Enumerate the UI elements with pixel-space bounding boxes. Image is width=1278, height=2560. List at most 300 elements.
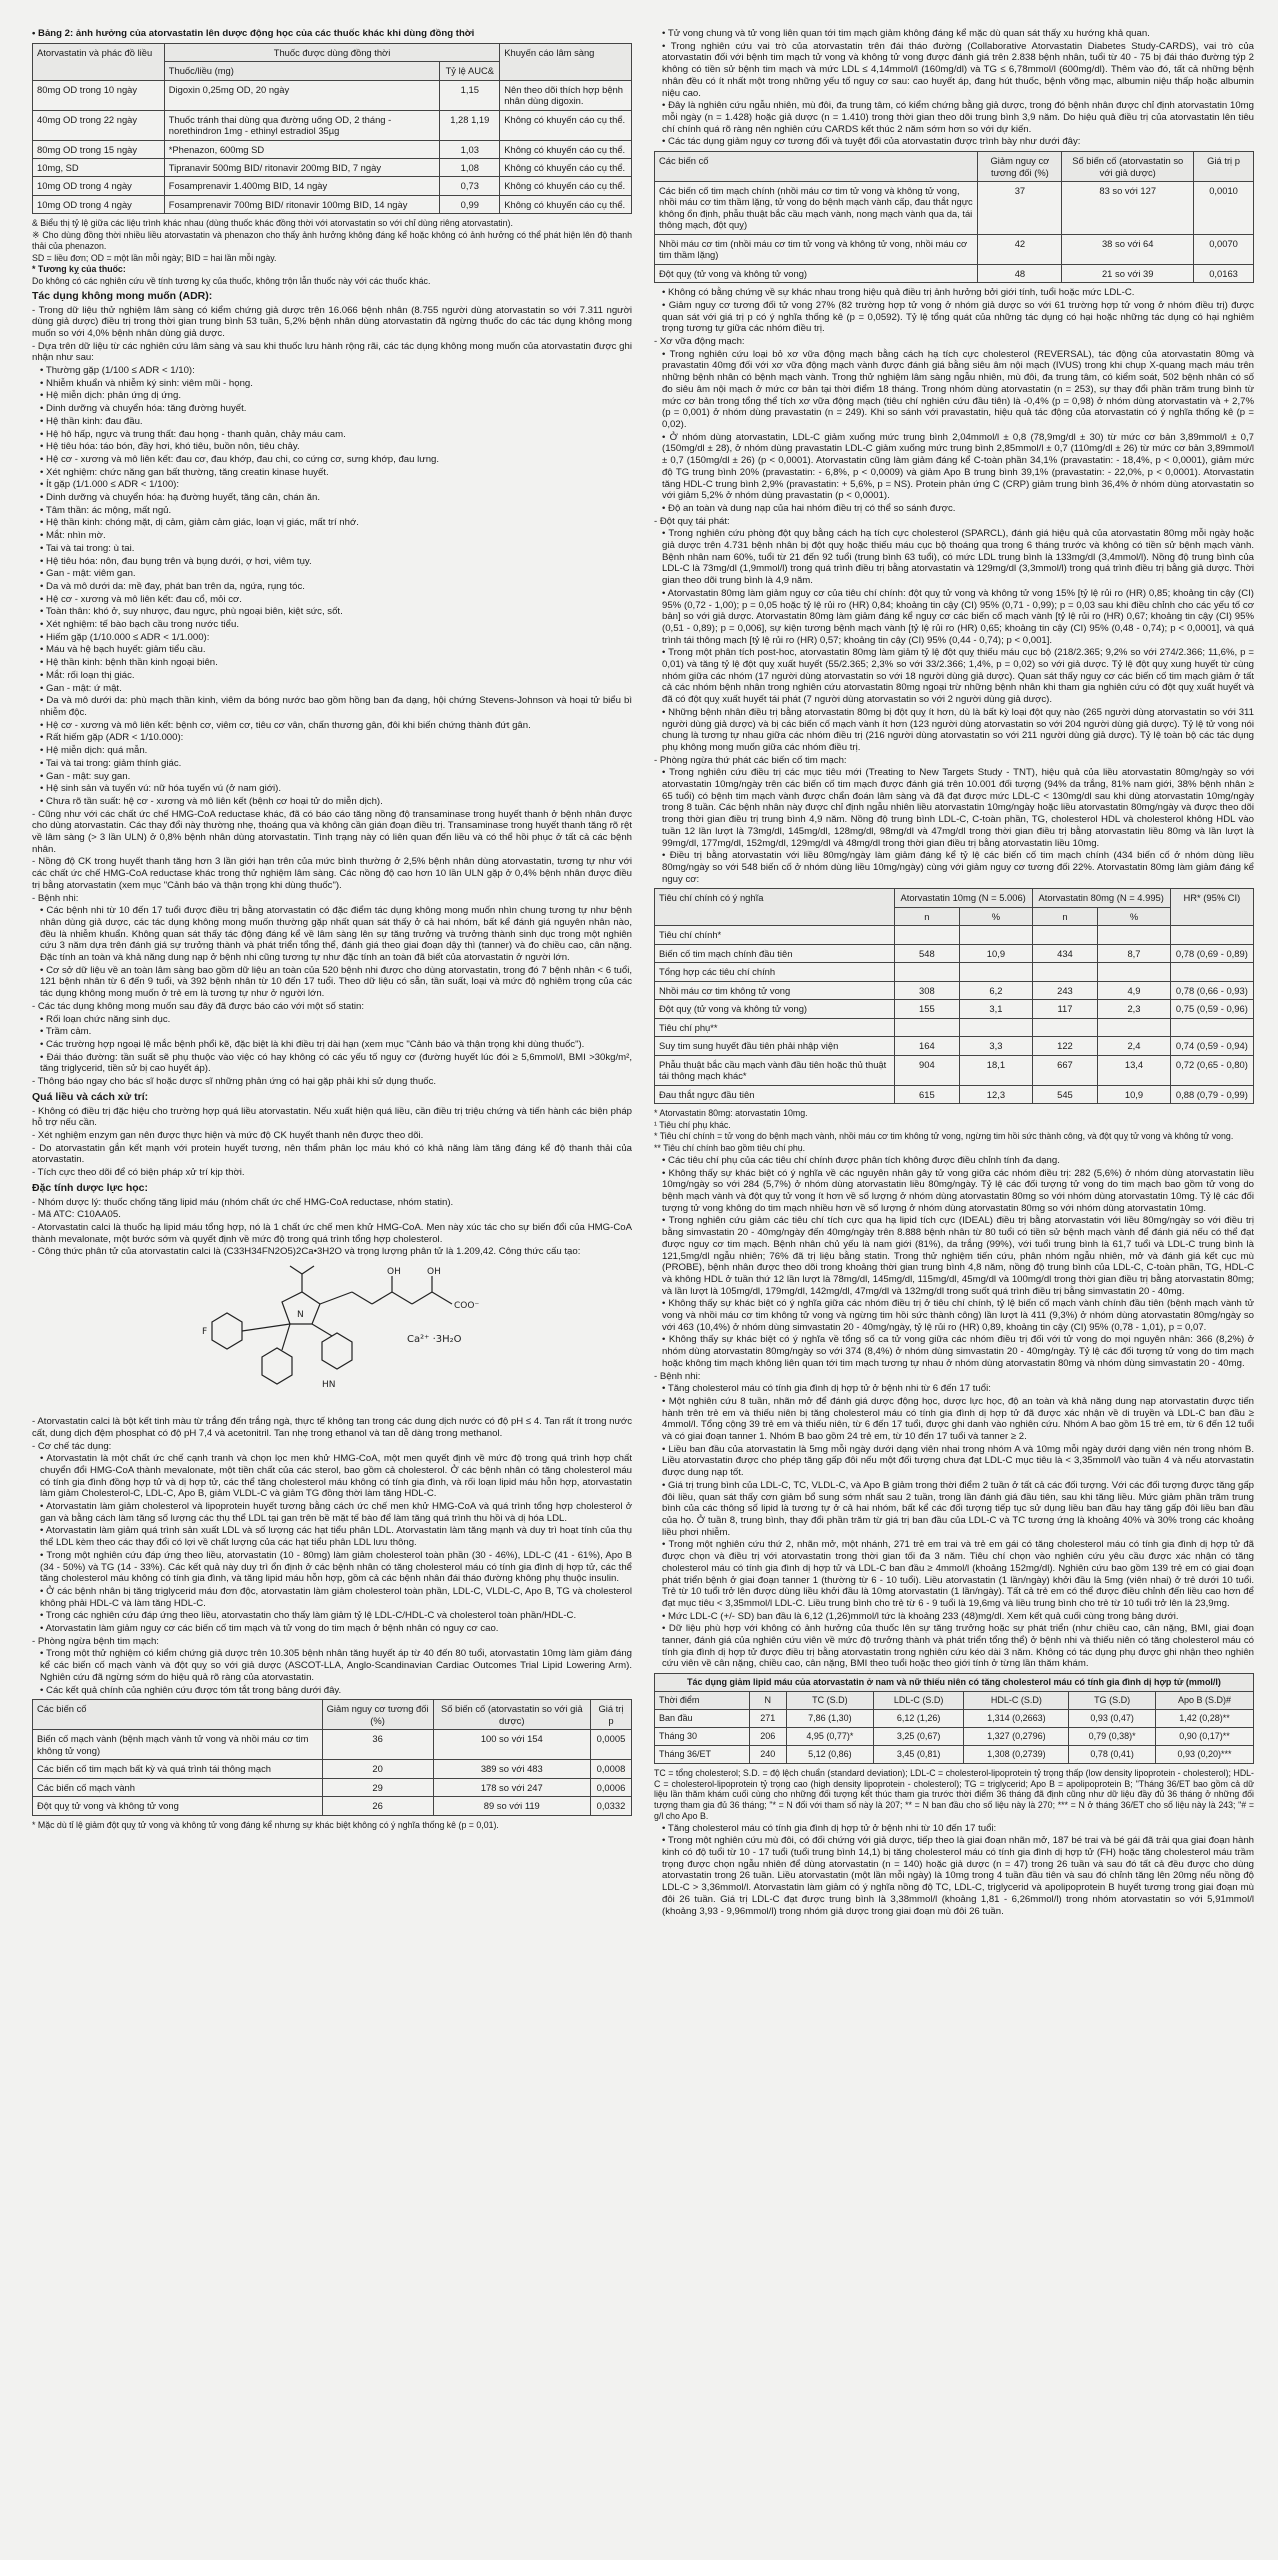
table-header: Thời điểm: [655, 1692, 750, 1710]
paragraph: • Nhiễm khuẩn và nhiễm ký sinh: viêm mũi - họng.: [40, 377, 253, 389]
table-cell: 434: [1032, 944, 1098, 962]
table-cell: Fosamprenavir 1.400mg BID, 14 ngày: [164, 177, 440, 195]
table-cell: 1,42 (0,28)**: [1156, 1710, 1254, 1728]
table-cell: [894, 1018, 960, 1036]
paragraph: • Các tiêu chí phụ của các tiêu chí chính được phân tích không được điều chỉnh tính đa dạng.: [662, 1154, 1060, 1166]
table-cell: 615: [894, 1085, 960, 1103]
paragraph: - Tích cực theo dõi để có biện pháp xử trí kịp thời.: [32, 1167, 245, 1179]
tnt-table: [654, 888, 1254, 1104]
table-cell: 0,75 (0,59 - 0,96): [1170, 1000, 1253, 1018]
paragraph: - Bệnh nhi:: [32, 892, 79, 904]
table-cell: Ban đầu: [655, 1710, 750, 1728]
table-cell: 36: [322, 1730, 433, 1760]
table-cell: 271: [749, 1710, 786, 1728]
table-cell: [1170, 1018, 1253, 1036]
table-header: HR* (95% CI): [1170, 889, 1253, 926]
paragraph: • Trong nghiên cứu giảm các tiêu chí tích cực qua hạ lipid tích cực (IDEAL) điều trị bằng atorvastatin với liều 80mg/ngày so với điều trị bằng simvastatin 20 - 40mg/ngày đến 40mg/ngày trên 8.888 bệnh nhân từ 80 tuổi có tiền sử bệnh mạch vành để đánh giá nếu có thể đạt được nguy cơ tim mạch. Bệnh nhân chủ yếu là nam giới (81%), da trắng (99%), với tuổi trung bình là 61,7 tuổi và LDL-C trung bình là 121,5mg/dl ngẫu nhiên; 76% đã trị liệu bằng statin. Trong thử nghiệm tiến cứu, phân nhóm ngẫu nhiên, mở và đánh giá kết cục mù (PROBE), bệnh nhân được theo dõi trong khoảng thời gian trung bình 4,8 năm, nồng độ trung bình của LDL-C, C-toàn phần, TG, HDL-C và không HDL ở tuần thứ 12 lần lượt là 78mg/dl, 145mg/dl, 115mg/dl, 45mg/dl và 100mg/dl trong thời gian điều trị bằng atorvastatin 80mg; và lần lượt là 105mg/dl, 179mg/dl, 142mg/dl, 47mg/dl và 132mg/dl trong suốt quá trình điều trị bằng simvastatin 20 - 40mg.: [662, 1215, 1254, 1297]
paragraph: • Các tác dụng giảm nguy cơ tương đối và tuyệt đối của atorvastatin được trình bày như dưới đây:: [662, 136, 1081, 148]
paragraph: • Đây là nghiên cứu ngẫu nhiên, mù đôi, đa trung tâm, có kiểm chứng bằng giả dược, trong đó bệnh nhân được chỉ định atorvastatin 10mg mỗi ngày (n = 1.428) hoặc giả dược (n = 1.410) trong thời gian theo dõi trung bình 3,9 năm. Do hiệu quả điều trị của atorvastatin lên tiêu chí chính quá rõ ràng nên nghiên cứu CARDS kết thúc 2 năm sớm hơn so với dự kiến.: [662, 100, 1254, 135]
table-cell: 545: [1032, 1085, 1098, 1103]
chem-label: Ca²⁺ ·3H₂O: [407, 1334, 462, 1346]
table-cell: [1170, 963, 1253, 981]
paragraph: • Tăng cholesterol máu có tính gia đình dị hợp tử ở bệnh nhi từ 6 đến 17 tuổi:: [662, 1383, 991, 1395]
table-cell: 0,93 (0,20)***: [1156, 1746, 1254, 1764]
paragraph: • Gan - mật: viêm gan.: [40, 568, 136, 580]
paragraph: - Phòng ngừa bệnh tim mạch:: [32, 1635, 159, 1647]
paragraph: • Một nghiên cứu 8 tuần, nhãn mở để đánh giá dược động học, dược lực học, độ an toàn và khả năng dung nạp atorvastatin được tiến hành trên trẻ em và thiếu niên bị tăng cholesterol máu có tính gia đình dị hợp tử đã được xác nhận về di truyền và LDL-C ban đầu ≥ 4mmol/l. Tổng cộng 39 trẻ em và thiếu niên, từ 6 đến 17 tuổi, được ghi danh vào nghiên cứu. Nhóm A bao gồm 15 trẻ em, từ 6 đến 12 tuổi và có giai đoạn tanner 1. Nhóm B bao gồm 24 trẻ em, từ 10 đến 17 tuổi và tanner ≥ 2.: [662, 1395, 1254, 1443]
paragraph: • Ở các bệnh nhân bị tăng triglycerid máu đơn độc, atorvastatin làm giảm cholesterol toàn phần, LDL-C, VLDL-C, Apo B, TG và cholesterol không phải HDL-C và làm tăng HDL-C.: [40, 1585, 632, 1609]
paragraph: - Phòng ngừa thứ phát các biến cố tim mạch:: [654, 754, 847, 766]
svg-text:F: F: [202, 1327, 208, 1338]
chemical-structure: [32, 1262, 632, 1412]
table-cell: 100 so với 154: [433, 1730, 590, 1760]
table-header: n: [894, 907, 960, 925]
table-header: Các biến cố: [655, 152, 978, 182]
table-cell: 0,93 (0,47): [1069, 1710, 1156, 1728]
table-row: [33, 80, 632, 110]
paragraph: • Atorvastatin 80mg làm giảm nguy cơ của tiêu chí chính: đột quỵ tử vong và không tử vong 15% [tỷ lệ rủi ro (HR) 0,85; khoảng tin cậy (CI) 95% (0,72 - 1,00); p = 0,05 hoặc tỷ lệ rủi ro (HR) 0,84; khoảng tin cậy (CI) 95% (0,71 - 0,99); p = 0,03 sau khi điều chỉnh cho các yếu tố cơ bản] so với giả dược. Atorvastatin 80mg làm giảm đáng kể nguy cơ các biến cố mạch vành [tỷ lệ rủi ro (HR) 0,67; khoảng tin cậy (CI) 95% (0,51 - 0,89); p = 0,006], sự kiện tương bệnh mạch vành [tỷ lệ rủi ro (HR) 0,65; khoảng tin cậy (CI) 95% (0,48 - 0,74); p < 0,0001], và quá trình tái thông mạch [tỷ lệ rủi ro (HR) 0,57; khoảng tin cậy (CI) 95% (0,44 - 0,74); p < 0,001].: [662, 587, 1254, 646]
table-row: [655, 1085, 1254, 1103]
table-cell: 0,88 (0,79 - 0,99): [1170, 1085, 1253, 1103]
paragraph: • Giá trị trung bình của LDL-C, TC, VLDL-C, và Apo B giảm trong thời điểm 2 tuần ở tất cả các đối tượng. Với các đối tượng được tăng gấp đôi liều, quan sát thấy cơn giảm bổ sung sớm nhất sau 2 tuần, trong lần đánh giá đầu tiên, sau khi tăng liều. Mức giảm phần trăm trung bình của các thông số lipid là tương tự ở cả hai nhóm, bất kể các đối tượng tiếp tục sử dụng liều ban đầu hay tăng gấp đôi liều ban đầu của họ. Ở tuần 8, trung bình, thay đổi phần trăm từ giá trị ban đầu của LDL-C và TC tương ứng là khoảng 40% và 30% trong các khoảng liều phơi nhiễm.: [662, 1479, 1254, 1538]
table-header: Tiêu chí chính có ý nghĩa: [655, 889, 895, 926]
table-cell: 10mg OD trong 4 ngày: [33, 195, 165, 213]
clinical-studies-section-continued: [654, 1155, 1254, 1670]
table-cell: 0,78 (0,41): [1069, 1746, 1156, 1764]
table-cell: Tipranavir 500mg BID/ ritonavir 200mg BID, 7 ngày: [164, 158, 440, 176]
right-column: [654, 28, 1254, 2540]
table-header: N: [749, 1692, 786, 1710]
table-cell: 10mg, SD: [33, 158, 165, 176]
ascot-table: [32, 1699, 632, 1815]
table-cell: 667: [1032, 1055, 1098, 1085]
table-cell: 0,0010: [1194, 181, 1254, 234]
table-title: Tác dụng giảm lipid máu của atorvastatin ở nam và nữ thiếu niên có tăng cholesterol máu có tính gia đình dị hợp tử (mmol/l): [655, 1674, 1254, 1692]
table-cell: 0,99: [440, 195, 500, 213]
paragraph: • Hệ miễn dịch: phản ứng dị ứng.: [40, 390, 182, 402]
table-cell: Các biến cố mạch vành: [33, 1778, 323, 1796]
pharmacodynamics-section: [32, 1197, 632, 1259]
paragraph: • Chưa rõ tần suất: hệ cơ - xương và mô liên kết (bệnh cơ hoại tử do miễn dịch).: [40, 795, 383, 807]
paragraph: - Xét nghiệm enzym gan nên được thực hiện và mức độ CK huyết thanh nên được theo dõi.: [32, 1130, 424, 1141]
paragraph: • Đái tháo đường: tần suất sẽ phụ thuộc vào việc có hay không có các yếu tố nguy cơ (đường huyết lúc đói ≥ 5,6mmol/l, BMI >30kg/m², tăng triglycerid, tiền sử bị cao huyết áp).: [40, 1051, 632, 1075]
paragraph: - Dựa trên dữ liệu từ các nghiên cứu lâm sàng và sau khi thuốc lưu hành rộng rãi, các tác dụng không mong muốn của atorvastatin được ghi nhận như sau:: [32, 340, 632, 364]
table-cell: 3,25 (0,67): [873, 1728, 964, 1746]
table-row: [655, 264, 1254, 282]
table-cell: Tiêu chí phụ**: [655, 1018, 895, 1036]
table-cell: 10,9: [960, 944, 1033, 962]
paragraph: - Nhóm dược lý: thuốc chống tăng lipid máu (nhóm chất ức chế HMG-CoA reductase, nhóm statin).: [32, 1196, 454, 1208]
table-cell: 0,0008: [590, 1760, 631, 1778]
table-header: HDL-C (S.D): [964, 1692, 1069, 1710]
table-row: [655, 944, 1254, 962]
table-header: Thuốc/liều (mg): [164, 62, 440, 80]
table-cell: Không có khuyến cáo cụ thể.: [500, 110, 632, 140]
paragraph: - Cơ chế tác dụng:: [32, 1440, 112, 1452]
table-cell: 3,3: [960, 1037, 1033, 1055]
footnote: * Atorvastatin 80mg: atorvastatin 10mg.: [654, 1108, 808, 1119]
paragraph: - Xơ vữa động mạch:: [654, 336, 745, 348]
paragraph: • Da và mô dưới da: mề đay, phát ban trên da, ngứa, rụng tóc.: [40, 580, 305, 592]
table-row: [33, 158, 632, 176]
footnote: ** Tiêu chí chính bao gồm tiêu chí phụ.: [654, 1143, 806, 1154]
paragraph: - Nồng độ CK trong huyết thanh tăng hơn 3 lần giới hạn trên của mức bình thường ở 2,5% bệnh nhân dùng atorvastatin, tương tự như với các chất ức chế HMG-CoA reductase khác trong thử nghiệm lâm sàng. Các nồng độ cao hơn 10 lần ULN gặp ở 0,4% bệnh nhân được điều trị bằng atorvastatin (xem mục "Cảnh báo và thận trọng khi dùng thuốc").: [32, 856, 632, 891]
clinical-studies-section: [654, 287, 1254, 885]
paragraph: • Hệ thần kinh: đau đầu.: [40, 415, 143, 427]
table-cell: Digoxin 0,25mg OD, 20 ngày: [164, 80, 440, 110]
paragraph: • Ít gặp (1/1.000 ≤ ADR < 1/100):: [40, 479, 180, 491]
table-header: %: [1098, 907, 1171, 925]
table-cell: Tháng 30: [655, 1728, 750, 1746]
table-cell: 1,327 (0,2796): [964, 1728, 1069, 1746]
paragraph: • Dữ liệu phù hợp với không có ảnh hưởng của thuốc lên sự tăng trưởng hoặc sự phát triển (như chiều cao, cân nặng, BMI, giai đoạn tanner, đánh giá của nghiên cứu viên về mức độ trưởng thành và phát triển tổng thể) ở bệnh nhi và thiếu niên có tăng cholesterol máu có tính gia đình dị hợp tử được điều trị bằng atorvastatin trong nghiên cứu kéo dài 3 năm. Không có tác dụng phụ được ghi nhận theo nghiên cứu viên về cân nặng, chiều cao, cân nặng, BMI theo tuổi hoặc theo giới tính ở từng lần thăm khám.: [662, 1623, 1254, 1670]
paragraph: - Mã ATC: C10AA05.: [32, 1209, 121, 1221]
table-header: Khuyến cáo lâm sàng: [500, 43, 632, 80]
table-cell: 8,7: [1098, 944, 1171, 962]
table-header: TC (S.D): [786, 1692, 873, 1710]
paragraph: • Trong các nghiên cứu đáp ứng theo liều, atorvastatin cho thấy làm giảm tỷ lệ LDL-C/HDL-C và cholesterol toàn phần/HDL-C.: [40, 1610, 577, 1622]
svg-text:HN: HN: [322, 1380, 336, 1391]
paragraph: • Da và mô dưới da: phù mạch thần kinh, viêm da bóng nước bao gồm hồng ban đa dạng, hội chứng Stevens-Johnson và hoại tử biểu bì nhiễm độc.: [40, 695, 632, 718]
table-row: [33, 1730, 632, 1760]
table-row: [655, 1746, 1254, 1764]
footnote: Do không có các nghiên cứu về tính tương kỵ của thuốc, không trộn lẫn thuốc này với các thuốc khác.: [32, 275, 431, 286]
table-cell: 122: [1032, 1037, 1098, 1055]
table-cell: 26: [322, 1797, 433, 1815]
table-cell: [894, 963, 960, 981]
paragraph: - Công thức phân tử của atorvastatin calci là (C33H34FN2O5)2Ca•3H2O và trọng lượng phân tử là 1.209,42. Công thức cấu tạo:: [32, 1246, 581, 1258]
paragraph: • Trong một thử nghiệm có kiểm chứng giả dược trên 10.305 bệnh nhân tăng huyết áp từ 40 đến 80 tuổi, atorvastatin 10mg làm giảm đáng kể các biến cố mạch vành và đột quỵ so với giả dược (ASCOT-LLA, Anglo-Scandinavian Cardiac Outcomes Trial Lipid Lowering Arm). Nghiên cứu đã ngừng sớm do hiệu quả rõ ràng của atorvastatin.: [40, 1648, 632, 1683]
paragraph: • Không thấy sự khác biệt có ý nghĩa về tổng số ca tử vong giữa các nhóm điều trị đối với tử vong do mọi nguyên nhân: 366 (8,2%) ở nhóm dùng atorvastatin 80mg/ngày so với 374 (8,4%) ở nhóm dùng simvastatin 20 - 40mg/ngày. Tỷ lệ các đối tượng tử vong do tim mạch hoặc không tim mạch không liên quan tới tim mạch tương tự nhau ở nhóm dùng atorvastatin 80mg và nhóm dùng simvastatin 20 - 40mg.: [662, 1334, 1254, 1369]
table-cell: 40mg OD trong 22 ngày: [33, 110, 165, 140]
table-row: [655, 1037, 1254, 1055]
paragraph: • Hệ sinh sản và tuyến vú: nữ hóa tuyến vú (ở nam giới).: [40, 783, 282, 795]
table-row: [655, 1018, 1254, 1036]
table-row: [655, 1728, 1254, 1746]
paragraph: - Trong dữ liệu thử nghiệm lâm sàng có kiểm chứng giả dược trên 16.066 bệnh nhân (8.755 người dùng atorvastatin so với 7.311 người dùng giả dược) điều trị trong thời gian trung bình 53 tuần, 5,2% bệnh nhân dùng atorvastatin đã ngừng thuốc do các tác dụng không mong muốn so với 4,0% bệnh nhân dùng giả dược.: [32, 304, 632, 339]
table-row: [33, 110, 632, 140]
table-cell: Các biến cố tim mạch bất kỳ và quá trình tái thông mạch: [33, 1760, 323, 1778]
table-cell: 1,08: [440, 158, 500, 176]
paragraph: • Liều ban đầu của atorvastatin là 5mg mỗi ngày dưới dạng viên nhai trong nhóm A và 10mg mỗi ngày dưới dạng viên nén trong nhóm B. Liều atorvastatin được cho phép tăng gấp đôi nếu một đối tượng chưa đạt LDL-C mục tiêu là < 3,35mmol/l vào tuần 4 và nếu atorvastatin được dung nạp tốt.: [662, 1443, 1254, 1479]
table-cell: [1032, 926, 1098, 944]
pediatric-lipid-table: [654, 1673, 1254, 1764]
paragraph: • Hệ thần kinh: bệnh thần kinh ngoại biên.: [40, 657, 218, 669]
table-cell: 2,4: [1098, 1037, 1171, 1055]
paragraph: • Các bệnh nhi từ 10 đến 17 tuổi được điều trị bằng atorvastatin có đặc điểm tác dụng không mong muốn nhìn chung tương tự như bệnh nhân dùng giả dược, các tác dụng không mong muốn thường gặp nhất quan sát thấy ở cả hai nhóm, bất kể đánh giá nguyên nhân nào, đều là nhiễm khuẩn. Không quan sát thấy tác động đáng kể về lâm sàng lên sự tăng trưởng và trưởng thành sinh dục trong một nghiên cứu 3 năm dựa trên đánh giá sự trưởng thành và phát triển tổng thể, đánh giá theo giai đoạn dậy thì (tanner) và đo chiều cao, cân nặng. Đặc tính an toàn và khả năng dung nạp ở bệnh nhi cũng tương tự như đặc tính an toàn đã biết của atorvastatin ở người lớn.: [40, 905, 632, 964]
table-cell: 48: [978, 264, 1062, 282]
paragraph: • Atorvastatin làm giảm cholesterol và lipoprotein huyết tương bằng cách ức chế men khử HMG-CoA và quá trình tổng hợp cholesterol ở gan và bằng cách làm tăng số lượng các thụ thể LDL tại gan trên bề mặt tế bào để làm tăng quá trình thu hồi và dị hóa LDL.: [40, 1501, 632, 1524]
table-cell: 13,4: [1098, 1055, 1171, 1085]
paragraph: • Mức LDL-C (+/- SD) ban đầu là 6,12 (1,26)mmol/l tức là khoảng 233 (48)mg/dl. Xem kết quả cuối cùng trong bảng dưới.: [662, 1610, 1179, 1622]
paragraph: - Atorvastatin calci là bột kết tinh màu từ trắng đến trắng ngà, thực tế không tan trong các dung dịch nước có độ pH ≤ 4. Tan rất ít trong nước cất, dung dịch đệm phosphat có độ pH 7,4 và acetonitril. Tan nhẹ trong ethanol và tan dễ dàng trong methanol.: [32, 1416, 632, 1439]
paragraph: - Atorvastatin calci là thuốc hạ lipid máu tổng hợp, nó là 1 chất ức chế men khử HMG-CoA. Men này xúc tác cho sự biến đổi của HMG-CoA thành mevalonate, một bước sớm và quyết định về mức độ trong quá trình tổng hợp cholesterol.: [32, 1222, 632, 1245]
table-cell: 155: [894, 1000, 960, 1018]
paragraph: • Độ an toàn và dung nạp của hai nhóm điều trị có thể so sánh được.: [662, 502, 956, 514]
table-cell: 1,308 (0,2739): [964, 1746, 1069, 1764]
table-cell: Phẫu thuật bắc cầu mạch vành đầu tiên hoặc thủ thuật tái thông mạch khác*: [655, 1055, 895, 1085]
table-cell: 5,12 (0,86): [786, 1746, 873, 1764]
svg-text:N: N: [297, 1310, 304, 1321]
table-cell: 29: [322, 1778, 433, 1796]
paragraph: • Trong nghiên cứu vai trò của atorvastatin trên đái tháo đường (Collaborative Atorvastatin Diabetes Study-CARDS), vai trò của atorvastatin đối với bệnh tim mạch tử vong và không tử vong được đánh giá trên 2.838 bệnh nhân, tuổi từ 40 - 75 bị đái tháo đường týp 2 không có tiền sử bệnh tim mạch và mức LDL ≤ 4,14mmol/l (160mg/dl) và TG ≤ 6,78mmol/l (600mg/dl). Thêm vào đó, tất cả những bệnh nhân đều có ít nhất một trong những yếu tố nguy cơ sau: cao huyết áp, đang hút thuốc, bệnh võng mạc, albumin niệu thấp hoặc albumin niệu cao.: [662, 40, 1254, 99]
table-header: Giảm nguy cơ tương đối (%): [322, 1700, 433, 1730]
table-cell: Đột quỵ (tử vong và không tử vong): [655, 1000, 895, 1018]
paragraph: • Atorvastatin làm giảm quá trình sản xuất LDL và số lượng các hạt tiểu phân LDL. Atorvastatin làm tăng mạnh và duy trì hoạt tính của thụ thể LDL kèm theo các thay đổi có lợi về chất lượng của các hạt tiểu phân LDL lưu thông.: [40, 1525, 632, 1549]
paragraph: • Trầm cảm.: [40, 1026, 92, 1038]
paragraph: • Toàn thân: khó ở, suy nhược, đau ngực, phù ngoại biên, kiệt sức, sốt.: [40, 606, 343, 618]
paragraph: • Giảm nguy cơ tương đối tử vong 27% (82 trường hợp tử vong ở nhóm giả dược so với 61 trường hợp tử vong ở nhóm điều trị) được quan sát với giá trị p có ý nghĩa thống kê (p = 0,0592). Tỷ lệ tổng quát của những tác dụng có hại hoặc những tác dụng có hại nghiêm trọng tương tự giữa các nhóm điều trị.: [662, 299, 1254, 335]
table-row: [655, 963, 1254, 981]
table-cell: 1,28 1,19: [440, 110, 500, 140]
paragraph: • Các trường hợp ngoại lệ mắc bệnh phổi kẽ, đặc biệt là khi điều trị dài hạn (xem mục "Cảnh báo và thận trọng khi dùng thuốc").: [40, 1038, 585, 1050]
paragraph: • Ở nhóm dùng atorvastatin, LDL-C giảm xuống mức trung bình 2,04mmol/l ± 0,8 (78,9mg/dl ± 30) từ mức cơ bản 3,89mmol/l ± 0,7 (150mg/dl ± 28), ở nhóm dùng pravastatin LDL-C giảm xuống mức trung bình 2,85mmol/l ± 0,7 (110mg/dl ± 26) từ mức cơ bản 3,89mmol/l ± 0,7 (150mg/dl ± 26) (p < 0,0001). Atorvastatin cũng làm giảm đáng kể C-toàn phần 34,1% (pravastatin: - 18,4%, p < 0,0001), giảm mức độ TG trung bình 20% (pravastatin: - 6,8%, p < 0,0009) và giảm Apo B trung bình 39,1% (pravastatin: - 22,0%, p < 0,0001). Atorvastatin tăng HDL-C trung bình 2,9% (pravastatin: + 5,6%, p = NS). Protein phản ứng C (CRP) giảm trung bình 36,4% ở nhóm dùng atorvastatin so với giảm 5,2% ở nhóm dùng pravastatin (p < 0,0001).: [662, 431, 1254, 502]
interaction-table: [32, 43, 632, 215]
table-cell: 0,0005: [590, 1730, 631, 1760]
table-cell: Biến cố tim mạch chính đầu tiên: [655, 944, 895, 962]
footnote: ※ Cho dùng đồng thời nhiều liều atorvastatin và phenazon cho thấy ảnh hưởng không đáng kể hoặc không có ảnh hưởng có thể phát hiện lên độ thanh thải của phenazon.: [32, 230, 632, 251]
table-cell: 83 so với 127: [1062, 181, 1194, 234]
paragraph: • Trong một phân tích post-hoc, atorvastatin 80mg làm giảm tỷ lệ đột quỵ thiếu máu cục bộ (218/2.365; 9,2% so với 274/2.366; 11,6%, p = 0,01) và tăng tỷ lệ đột quỵ xuất huyết (55/2.365; 2,3% so với 33/2.366; 1,4%, p = 0,02) so với giả dược. Tỷ lệ đột quỵ xung huyết từ cùng nhóm giữa các nhóm (17 người dùng atorvastatin so với 18 người dùng giả dược). Quan sát thấy nguy cơ các biến cố tim mạch giảm ở tất cả các nhóm bệnh nhân trong nghiên cứu atorvastatin 80mg ngoại trừ những bệnh nhân khi tham gia nghiên cứu có đột quỵ xuất huyết và đã có đột quỵ xuất huyết tái phát (7 người dùng atorvastatin so với 2 người dùng giả dược).: [662, 647, 1254, 706]
pediatric-section: [654, 1823, 1254, 1918]
table-header: Apo B (S.D)#: [1156, 1692, 1254, 1710]
paragraph: • Gan - mật: ứ mật.: [40, 682, 122, 694]
table-header: Atorvastatin 80mg (N = 4.995): [1032, 889, 1170, 907]
paragraph: • Atorvastatin là một chất ức chế cạnh tranh và chọn lọc men khử HMG-CoA, một men quyết định về mức độ trong quá trình hợp chất chuyển đổi HMG-CoA thành mevalonate, một tiền chất của các sterol, bao gồm cả cholesterol. Ở các bệnh nhân có tăng cholesterol máu có tính gia đình đồng hợp tử và dị hợp tử, các thể tăng cholesterol máu không có tính gia đình, và rối loạn lipid máu hỗn hợp, atorvastatin làm giảm Cholesterol-C, LDL-C, Apo B, giảm VLDL-C và giảm TG đồng thời làm tăng HDL-C.: [40, 1453, 632, 1500]
table-cell: 243: [1032, 981, 1098, 999]
paragraph: • Mắt: rối loạn thị giác.: [40, 669, 135, 681]
paragraph: - Cũng như với các chất ức chế HMG-CoA reductase khác, đã có báo cáo tăng nồng độ transaminase trong huyết thanh ở bệnh nhân được cho dùng atorvastatin. Các thay đổi này thường nhẹ, thoáng qua và không cần gián đoạn điều trị. Transaminase trong huyết thanh tăng rõ rệt về lâm sàng (> 3 lần ULN) ở 0,8% bệnh nhân dùng atorvastatin. Tình trạng này có liên quan đến liều và có thể hồi phục ở tất cả các bệnh nhân.: [32, 808, 632, 855]
overdose-section: [32, 1106, 632, 1179]
paragraph: • Dinh dưỡng và chuyển hóa: hạ đường huyết, tăng cân, chán ăn.: [40, 492, 321, 504]
table-cell: 21 so với 39: [1062, 264, 1194, 282]
table-cell: 10mg OD trong 4 ngày: [33, 177, 165, 195]
cards-table: [654, 151, 1254, 283]
paragraph: • Tâm thần: ác mộng, mất ngủ.: [40, 504, 172, 516]
table-cell: [1170, 926, 1253, 944]
table-cell: 0,78 (0,66 - 0,93): [1170, 981, 1253, 999]
paragraph: • Điều trị bằng atorvastatin với liều 80mg/ngày làm giảm đáng kể tỷ lệ các biến cố tim mạch chính (434 biến cố ở nhóm dùng liều 80mg/ngày so với 548 biến cố ở nhóm dùng liều 10mg/ngày) cùng với giảm nguy cơ tương đối 22%. Atorvastatin 80mg làm giảm đáng kể nguy cơ:: [662, 850, 1254, 885]
cards-section: [654, 28, 1254, 148]
footnote: & Biểu thị tỷ lệ giữa các liệu trình khác nhau (dùng thuốc khác đồng thời với atorvastatin so với chỉ dùng riêng atorvastatin).: [32, 218, 513, 229]
footnote: SD = liều đơn; OD = một lần mỗi ngày; BID = hai lần mỗi ngày.: [32, 252, 277, 263]
table-cell: Đột quỵ tử vong và không tử vong: [33, 1797, 323, 1815]
table-cell: *Phenazon, 600mg SD: [164, 140, 440, 158]
paragraph: • Hệ thần kinh: chóng mặt, dị cảm, giảm cảm giác, loạn vị giác, mất trí nhớ.: [40, 517, 359, 529]
paragraph: • Không thấy sự khác biệt có ý nghĩa về các nguyên nhân gây tử vong giữa các nhóm điều trị: 282 (5,6%) ở nhóm dùng atorvastatin liều 10mg/ngày so với 284 (5,7%) ở nhóm dùng atorvastatin liều 80mg/ngày. Tỷ lệ các đối tượng tử vong do tim mạch bao gồm tử vong do bệnh mạch vành và đột quỵ tử vong ít hơn về số lượng ở nhóm dùng atorvastatin 80mg so với nhóm dùng atorvastatin 10mg. Tỷ lệ các đối tượng tử vong không do tim mạch nhiều hơn về số lượng ở nhóm dùng atorvastatin 80mg so với nhóm dùng atorvastatin 10mg.: [662, 1167, 1254, 1214]
table-header: Giảm nguy cơ tương đối (%): [978, 152, 1062, 182]
paragraph: • Xét nghiệm: tế bào bạch cầu trong nước tiểu.: [40, 619, 240, 631]
table-cell: [960, 963, 1033, 981]
paragraph: • Trong một nghiên cứu thứ 2, nhãn mở, một nhánh, 271 trẻ em trai và trẻ em gái có tăng cholesterol máu có tính gia đình dị hợp tử đã được chọn và điều trị với atorvastatin trong thời gian tối đa 3 năm. Tiêu chí chọn vào nghiên cứu yêu cầu được xác nhận có tăng cholesterol máu có tính gia đình dị hợp tử và LDL-C ban đầu ≥ 4mmol/l (khoảng 152mg/dl). Nghiên cứu bao gồm 139 trẻ em có giai đoạn phát triển bệnh ở giai đoạn tanner 1 (thường từ 6 - 10 tuổi). Liều atorvastatin (1 lần/ngày) khởi đầu là 5mg (viên nhai) ở trẻ dưới 10 tuổi. Trẻ từ 10 tuổi trở lên được dùng liều khởi đầu là 10mg atorvastatin (1 lần/ngày). Tất cả trẻ em có thể được điều chỉnh đến liều cao hơn để đạt mục tiêu < 3,35mmol/l LDL-C. Liều trung bình cho trẻ từ 6 - 9 tuổi là 19,6mg và liều trung bình cho trẻ từ 10 tuổi trở lên là 23,9mg.: [662, 1539, 1254, 1609]
table-cell: Tổng hợp các tiêu chí chính: [655, 963, 895, 981]
table-notes: [654, 1108, 1254, 1154]
table-cell: 3,45 (0,81): [873, 1746, 964, 1764]
paragraph: • Thường gặp (1/100 ≤ ADR < 1/10):: [40, 365, 195, 377]
table-notes: [32, 218, 632, 286]
table-cell: 164: [894, 1037, 960, 1055]
paragraph: • Những bệnh nhân điều trị bằng atorvastatin 80mg bị đột quỵ ít hơn, dù là bất kỳ loại đột quỵ nào (265 người dùng atorvastatin so với 311 người dùng giả dược) và bị các biến cố mạch vành ít hơn (123 người dùng atorvastatin so với 204 người dùng giả dược). Tỷ lệ tử vong nói chung là tương tự nhau giữa các nhóm điều trị (216 người dùng atorvastatin so với 211 người dùng giả dược). Tỷ lệ toàn bộ các tác dụng phụ không mong muốn giữa các nhóm điều trị.: [662, 706, 1254, 753]
table-cell: 178 so với 247: [433, 1778, 590, 1796]
paragraph: • Dinh dưỡng và chuyển hóa: tăng đường huyết.: [40, 403, 247, 415]
table-header: n: [1032, 907, 1098, 925]
table-cell: 37: [978, 181, 1062, 234]
table-cell: 20: [322, 1760, 433, 1778]
table-cell: 0,79 (0,38)*: [1069, 1728, 1156, 1746]
table-cell: 0,0332: [590, 1797, 631, 1815]
paragraph: • Trong nghiên cứu điều trị các mục tiêu mới (Treating to New Targets Study - TNT), hiệu quả của liều atorvastatin 80mg/ngày so với atorvastatin 10mg/ngày trên các biến cố tim mạch được đánh giá trên 10.001 đối tượng (94% da trắng, 81% nam giới, 38% bệnh nhân ≥ 65 tuổi) có bệnh tim mạch vành được chẩn đoán lâm sàng và đã đạt được mức LDL-C < 130mg/dl sau khi dùng atorvastatin 10mg/ngày trong 8 tuần. Các bệnh nhân này được chỉ định ngẫu nhiên liều atorvastatin 10mg/ngày hoặc liều atorvastatin 80mg/ngày và được theo dõi trong thời gian điều trị trung bình 4,9 năm. Nồng độ trung bình LDL-C, C-toàn phần, TG, cholesterol HDL và cholesterol không HDL vào tuần 12 lần lượt là 73mg/dl, 145mg/dl, 128mg/dl, 98mg/dl và 47mg/dl trong thời gian điều trị bằng atorvastatin liều 80mg và lần lượt là 99mg/dl, 177mg/dl, 152mg/dl, 129mg/dl và 48mg/dl trong thời gian điều trị bằng atorvastatin liều 10mg.: [662, 767, 1254, 849]
table-cell: 389 so với 483: [433, 1760, 590, 1778]
section-heading-overdose: Quá liều và cách xử trí:: [32, 1090, 149, 1103]
paragraph: • Trong nghiên cứu phòng đột quỵ bằng cách hạ tích cực cholesterol (SPARCL), đánh giá hiệu quả của atorvastatin 80mg mỗi ngày hoặc giả dược trên 4.731 bệnh nhân bị đột quỵ hoặc thiếu máu cục bộ thoáng qua trong 6 tháng trước và không có tiền sử bệnh mạch vành. Bệnh nhân nam 60%, tuổi từ 21 đến 92 tuổi (trung bình 63 tuổi), có mức LDL trung bình là 133mg/dl (3,4mmol/l). Nồng độ trung bình của LDL-C là 73mg/dl (1,9mmol/l) trong quá trình điều trị bằng atorvastatin và 129mg/dl (3,3mmol/l) trong quá trình điều trị bằng giả dược. Thời gian theo dõi trung bình là 4,9 năm.: [662, 528, 1254, 587]
table-header: Thuốc được dùng đồng thời: [164, 43, 499, 61]
table-cell: 0,78 (0,69 - 0,89): [1170, 944, 1253, 962]
table-cell: [1098, 926, 1171, 944]
table-row: [33, 195, 632, 213]
table-cell: 12,3: [960, 1085, 1033, 1103]
paragraph: • Trong một nghiên cứu đáp ứng theo liều, atorvastatin (10 - 80mg) làm giảm cholesterol toàn phần (30 - 46%), LDL-C (41 - 61%), Apo B (34 - 50%) và TG (14 - 33%). Các kết quả này duy trì ổn định ở các bệnh nhân có tăng cholesterol máu có tính gia đình dị hợp tử, các thể tăng cholesterol máu không có tính gia đình, và tăng lipid máu hỗn hợp, gồm cả các bệnh nhân đái tháo đường không phụ thuộc insulin.: [40, 1549, 632, 1585]
table-row: [33, 177, 632, 195]
footnote: TC = tổng cholesterol; S.D. = độ lệch chuẩn (standard deviation); LDL-C = cholesterol-lipoprotein tỷ trọng thấp (low density lipoprotein - cholesterol); HDL-C = cholesterol-lipoprotein tỷ trọng cao (high density lipoprotein - cholesterol); TG = triglycerid; Apo B = apolipoprotein B; "Tháng 36/ET bao gồm cả dữ liệu lần thăm khám cuối cùng cho những đối tượng kết thúc tham gia trước thời điểm 36 tháng đã định cũng như dữ liệu đầy đủ 36 tháng ở những đối tượng tham gia đủ 36 tháng; "* = N đối với tham số này là 207; ** = N ban đầu cho số liệu này là 270; *** = N ở tháng 36/ET cho số liệu này là 243; "# = g/l cho Apo B.: [654, 1767, 1254, 1821]
paragraph: • Hệ tiêu hóa: táo bón, đầy hơi, khó tiêu, buồn nôn, tiêu chảy.: [40, 441, 300, 453]
table-header: Các biến cố: [33, 1700, 323, 1730]
table-cell: Nên theo dõi thích hợp bệnh nhân dùng digoxin.: [500, 80, 632, 110]
table-cell: 0,74 (0,59 - 0,94): [1170, 1037, 1253, 1055]
paragraph: • Hiếm gặp (1/10.000 ≤ ADR < 1/1.000):: [40, 631, 210, 643]
paragraph: • Hệ cơ - xương và mô liên kết: đau cơ, đau khớp, đau chi, co cứng cơ, sưng khớp, đau lưng.: [40, 453, 440, 465]
paragraph: - Thông báo ngay cho bác sĩ hoặc dược sĩ những phản ứng có hại gặp phải khi sử dụng thuốc.: [32, 1076, 437, 1088]
table-cell: 0,0006: [590, 1778, 631, 1796]
table-cell: [894, 926, 960, 944]
table-row: [655, 181, 1254, 234]
table-cell: Đột quỵ (tử vong và không tử vong): [655, 264, 978, 282]
table-cell: Nhồi máu cơ tim (nhồi máu cơ tim tử vong và không tử vong, nhồi máu cơ tim thầm lặng): [655, 234, 978, 264]
table-row: [655, 981, 1254, 999]
svg-text:COO⁻: COO⁻: [454, 1301, 480, 1312]
table-cell: 89 so với 119: [433, 1797, 590, 1815]
table-cell: 117: [1032, 1000, 1098, 1018]
table-header: Số biến cố (atorvastatin so với giả dược): [1062, 152, 1194, 182]
paragraph: - Bệnh nhi:: [654, 1370, 701, 1382]
table-cell: Không có khuyến cáo cụ thể.: [500, 140, 632, 158]
table-cell: 548: [894, 944, 960, 962]
table-cell: 42: [978, 234, 1062, 264]
table-cell: 38 so với 64: [1062, 234, 1194, 264]
footnote: * Tương kỵ của thuốc:: [32, 264, 126, 275]
paragraph: • Hệ hô hấp, ngực và trung thất: đau họng - thanh quản, chảy máu cam.: [40, 428, 346, 440]
svg-text:OH: OH: [387, 1267, 401, 1278]
table-cell: 6,2: [960, 981, 1033, 999]
table-cell: [1032, 963, 1098, 981]
table-header: Tỷ lệ AUC&: [440, 62, 500, 80]
table-cell: 1,03: [440, 140, 500, 158]
table-cell: Thuốc tránh thai dùng qua đường uống OD, 2 tháng - norethindron 1mg - ethinyl estradiol 35µg: [164, 110, 440, 140]
paragraph: • Không có bằng chứng về sự khác nhau trong hiệu quả điều trị ảnh hưởng bởi giới tính, tuổi hoặc mức LDL-C.: [662, 287, 1135, 299]
table-cell: Đau thắt ngực đầu tiên: [655, 1085, 895, 1103]
table-cell: 904: [894, 1055, 960, 1085]
table-cell: 0,0070: [1194, 234, 1254, 264]
table-row: [33, 1797, 632, 1815]
table-cell: Các biến cố tim mạch chính (nhồi máu cơ tim tử vong và không tử vong, nhồi máu cơ tim thầm lặng, tử vong do bệnh mạch vành cấp, đau thắt ngực không ổn định, phẫu thuật bắc cầu mạch vành, nong mạch vành qua da, tái thông mạch, đột quỵ): [655, 181, 978, 234]
table-cell: 1,15: [440, 80, 500, 110]
paragraph: - Do atorvastatin gắn kết mạnh với protein huyết tương, nên thẩm phân lọc máu khó có khả năng làm tăng đáng kể độ thanh thải của atorvastatin.: [32, 1142, 632, 1166]
paragraph: - Không có điều trị đặc hiệu cho trường hợp quá liều atorvastatin. Nếu xuất hiện quá liều, cần điều trị triệu chứng và tiến hành các biện pháp hỗ trợ nếu cần.: [32, 1105, 632, 1129]
table-cell: 206: [749, 1728, 786, 1746]
table-header: Giá trị p: [590, 1700, 631, 1730]
paragraph: • Rất hiếm gặp (ADR < 1/10.000):: [40, 732, 184, 744]
table-cell: 0,72 (0,65 - 0,80): [1170, 1055, 1253, 1085]
table-row: [33, 1778, 632, 1796]
table-title: • Bảng 2: ảnh hưởng của atorvastatin lên dược động học của các thuốc khác khi dùng đồng thời: [32, 28, 475, 39]
paragraph: • Atorvastatin làm giảm nguy cơ các biến cố tim mạch và tử vong do tim mạch ở bệnh nhân có nguy cơ cao.: [40, 1623, 499, 1635]
table-header: Giá trị p: [1194, 152, 1254, 182]
table-header: LDL-C (S.D): [873, 1692, 964, 1710]
table-header: Số biến cố (atorvastatin so với giả dược): [433, 1700, 590, 1730]
table-cell: 10,9: [1098, 1085, 1171, 1103]
table-cell: 2,3: [1098, 1000, 1171, 1018]
table-cell: 18,1: [960, 1055, 1033, 1085]
table-header: Atorvastatin và phác đồ liều: [33, 43, 165, 80]
paragraph: • Xét nghiệm: chức năng gan bất thường, tăng creatin kinase huyết.: [40, 466, 329, 478]
pharmacodynamics-section-continued: [32, 1416, 632, 1696]
table-cell: 0,0163: [1194, 264, 1254, 282]
section-heading-pharmacodynamics: Đặc tính dược lực học:: [32, 1181, 149, 1194]
paragraph: • Tai và tai trong: ù tai.: [40, 542, 135, 554]
paragraph: • Không thấy sự khác biệt có ý nghĩa giữa các nhóm điều trị ở tiêu chí chính, tỷ lệ biến cố mạch vành chính đầu tiên (bệnh mạch vành tử vong và nhồi máu cơ tim không tử vong và ngừng tim hồi sức thành công) lần lượt là 411 (9,3%) ở nhóm dùng atorvastatin 80mg/ngày so với 463 (10,4%) ở nhóm dùng simvastatin 20 - 40mg/ngày, tỷ lệ rủi ro (HR) 0,89, khoảng tin cậy (CI) 95% (0,78 - 1,01), p = 0,07.: [662, 1298, 1254, 1333]
paragraph: • Mắt: nhìn mờ.: [40, 530, 106, 542]
table-cell: Tháng 36/ET: [655, 1746, 750, 1764]
table-cell: 7,86 (1,30): [786, 1710, 873, 1728]
paragraph: • Tai và tai trong: giảm thính giác.: [40, 757, 182, 769]
table-row: [655, 1055, 1254, 1085]
table-row: [655, 926, 1254, 944]
table-cell: 0,73: [440, 177, 500, 195]
paragraph: • Tăng cholesterol máu có tính gia đình dị hợp tử ở bệnh nhi từ 10 đến 17 tuổi:: [662, 1822, 997, 1834]
table-cell: Không có khuyến cáo cụ thể.: [500, 177, 632, 195]
left-column: [32, 28, 632, 2540]
table-header: TG (S.D): [1069, 1692, 1156, 1710]
table-cell: [1098, 1018, 1171, 1036]
table-cell: 6,12 (1,26): [873, 1710, 964, 1728]
paragraph: • Cơ sở dữ liệu về an toàn lâm sàng bao gồm dữ liệu an toàn của 520 bệnh nhi được cho dùng atorvastatin, trong đó 7 bệnh nhân < 6 tuổi, 121 bệnh nhân từ 6 đến 9 tuổi, và 392 bệnh nhân từ 10 đến 17 tuổi. Theo dữ liệu có sẵn, tần suất, loại và mức độ nghiêm trọng của các tác dụng không mong muốn ở trẻ em là tương tự như ở người lớn.: [40, 964, 632, 1000]
paragraph: • Máu và hệ bạch huyết: giảm tiểu cầu.: [40, 644, 206, 656]
table-cell: 80mg OD trong 10 ngày: [33, 80, 165, 110]
svg-text:OH: OH: [427, 1267, 441, 1278]
table-cell: 0,90 (0,17)**: [1156, 1728, 1254, 1746]
table-header: Atorvastatin 10mg (N = 5.006): [894, 889, 1032, 907]
paragraph: • Rối loạn chức năng sinh dục.: [40, 1013, 171, 1025]
table-cell: 240: [749, 1746, 786, 1764]
table-row: [655, 1710, 1254, 1728]
paragraph: • Hệ tiêu hóa: nôn, đau bụng trên và bụng dưới, ợ hơi, viêm tụy.: [40, 555, 312, 567]
table-cell: Suy tim sung huyết đầu tiên phải nhập viện: [655, 1037, 895, 1055]
paragraph: - Đột quỵ tái phát:: [654, 515, 730, 527]
paragraph: • Hệ miễn dịch: quá mẫn.: [40, 745, 148, 757]
paragraph: - Các tác dụng không mong muốn sau đây đã được báo cáo với một số statin:: [32, 1000, 365, 1012]
table-cell: Không có khuyến cáo cụ thể.: [500, 195, 632, 213]
table-cell: 1,314 (0,2663): [964, 1710, 1069, 1728]
footnote: * Tiêu chí chính = tử vong do bệnh mạch vành, nhồi máu cơ tim không tử vong, ngừng tim hồi sức thành công, và đột quỵ tử vong và không tử vong.: [654, 1131, 1234, 1142]
paragraph: • Gan - mật: suy gan.: [40, 770, 131, 782]
table-cell: 80mg OD trong 15 ngày: [33, 140, 165, 158]
footnote: * Mặc dù tỉ lệ giảm đột quỵ tử vong và không tử vong đáng kể nhưng sự khác biệt không có ý nghĩa thống kê (p = 0,01).: [32, 1819, 499, 1830]
table-cell: Fosamprenavir 700mg BID/ ritonavir 100mg BID, 14 ngày: [164, 195, 440, 213]
table-row: [655, 1000, 1254, 1018]
paragraph: • Hệ cơ - xương và mô liên kết: bệnh cơ, viêm cơ, tiêu cơ vân, chấn thương gân, đôi khi biến chứng thành đứt gân.: [40, 719, 531, 731]
footnote: ¹ Tiêu chí phụ khác.: [654, 1119, 731, 1130]
adr-section: [32, 305, 632, 1088]
table-cell: Nhồi máu cơ tim không tử vong: [655, 981, 895, 999]
